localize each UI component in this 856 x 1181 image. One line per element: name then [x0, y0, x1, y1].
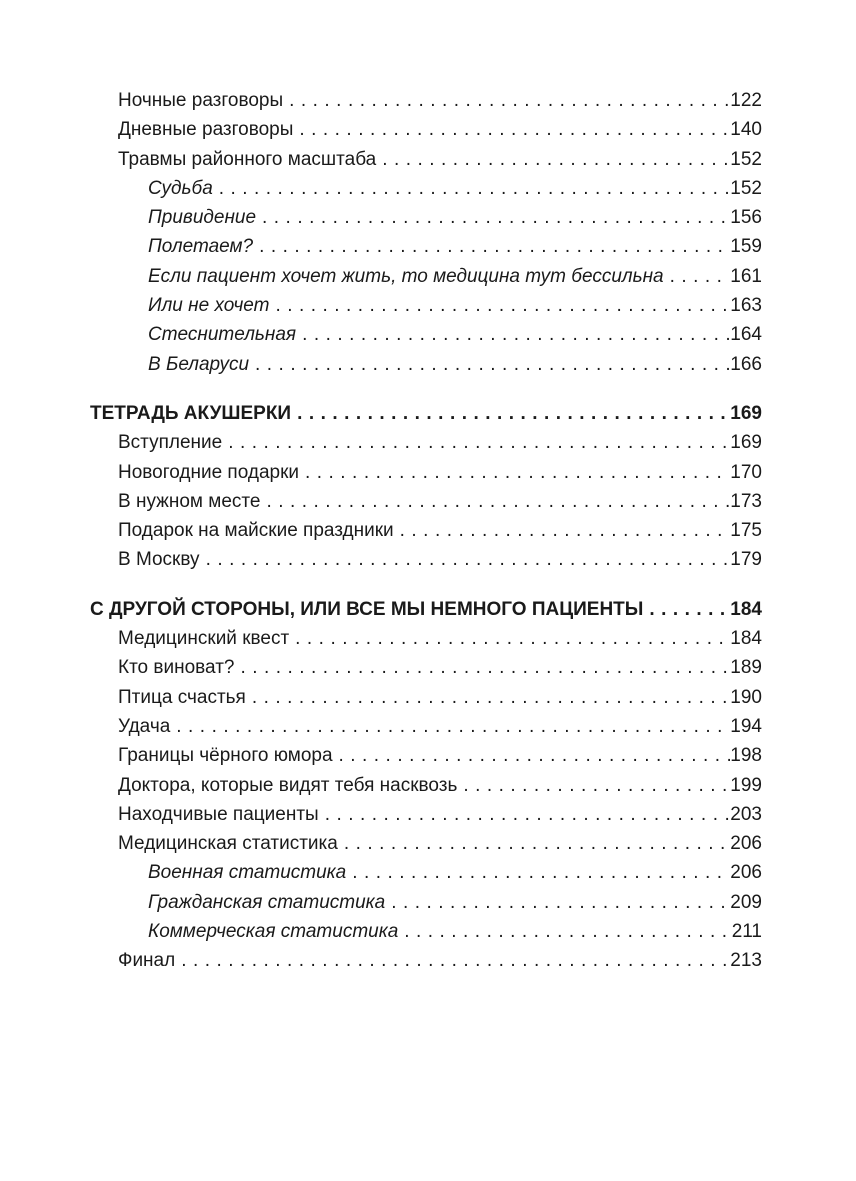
toc-entry-page-number: 159: [730, 236, 762, 258]
toc-part-heading: [90, 399, 762, 428]
toc-subsection-entry: [90, 888, 762, 917]
dot-leader: [252, 683, 730, 712]
toc-entry-page-number: 184: [730, 628, 762, 650]
toc-entry-page-number: 203: [730, 803, 762, 825]
toc-chapter-entry: [90, 86, 762, 115]
toc-entry-page-number: 156: [730, 207, 762, 229]
toc-chapter-entry: [90, 545, 762, 574]
toc-entry-page-number: 179: [730, 549, 762, 571]
dot-leader: [266, 487, 730, 516]
dot-leader: [206, 545, 731, 574]
toc-chapter-entry: [90, 145, 762, 174]
toc-entry-title: Полетаем?: [148, 236, 254, 258]
toc-entry-page-number: 163: [730, 295, 762, 317]
toc-chapter-entry: [90, 516, 762, 545]
toc-entry-page-number: 199: [730, 774, 762, 796]
toc-entry-title: Травмы районного масштаба: [118, 148, 377, 170]
toc-entry-title: Границы чёрного юмора: [118, 745, 333, 767]
toc-entry-page-number: 140: [730, 119, 762, 141]
toc-entry-page-number: 170: [730, 461, 762, 483]
toc-entry-page-number: 190: [730, 686, 762, 708]
toc-entry-title: Удача: [118, 715, 171, 737]
dot-leader: [404, 917, 731, 946]
toc-chapter-entry: [90, 771, 762, 800]
dot-leader: [275, 291, 730, 320]
toc-chapter-entry: [90, 653, 762, 682]
toc-entry-title: Или не хочет: [148, 295, 270, 317]
toc-entry-page-number: 206: [730, 862, 762, 884]
dot-leader: [382, 145, 730, 174]
dot-leader: [240, 653, 730, 682]
toc-chapter-entry: [90, 428, 762, 457]
dot-leader: [262, 203, 730, 232]
toc-entry-title: Коммерческая статистика: [148, 921, 399, 943]
toc-entry-title: Доктора, которые видят тебя насквозь: [118, 774, 458, 796]
toc-chapter-entry: [90, 712, 762, 741]
toc-entry-page-number: 206: [730, 833, 762, 855]
toc-part-heading: [90, 595, 762, 624]
toc-entry-page-number: 175: [730, 520, 762, 542]
dot-leader: [649, 595, 730, 624]
toc-entry-title: Финал: [118, 950, 176, 972]
dot-leader: [352, 858, 730, 887]
toc-entry-page-number: 173: [730, 490, 762, 512]
dot-leader: [400, 516, 731, 545]
toc-entry-title: В Москву: [118, 549, 200, 571]
dot-leader: [255, 350, 730, 379]
toc-entry-page-number: 213: [730, 950, 762, 972]
toc-entry-page-number: 194: [730, 715, 762, 737]
dot-leader: [325, 800, 731, 829]
dot-leader: [339, 741, 731, 770]
toc-entry-title: Медицинская статистика: [118, 833, 338, 855]
toc-entry-title: ТЕТРАДЬ АКУШЕРКИ: [90, 402, 292, 424]
toc-entry-page-number: 164: [730, 324, 762, 346]
toc-subsection-entry: [90, 203, 762, 232]
toc-entry-title: Подарок на майские праздники: [118, 520, 394, 542]
toc-entry-title: В нужном месте: [118, 490, 261, 512]
toc-chapter-entry: [90, 458, 762, 487]
toc-chapter-entry: [90, 624, 762, 653]
toc-chapter-entry: [90, 115, 762, 144]
toc-subsection-entry: [90, 232, 762, 261]
dot-leader: [176, 712, 730, 741]
toc-subsection-entry: [90, 291, 762, 320]
toc-entry-title: Медицинский квест: [118, 628, 290, 650]
dot-leader: [219, 174, 731, 203]
toc-entry-page-number: 198: [730, 745, 762, 767]
toc-subsection-entry: [90, 917, 762, 946]
dot-leader: [259, 232, 730, 261]
toc-entry-title: Дневные разговоры: [118, 119, 294, 141]
toc-subsection-entry: [90, 858, 762, 887]
toc-entry-title: Вступление: [118, 432, 223, 454]
toc-chapter-entry: [90, 741, 762, 770]
toc-entry-title: Новогодние подарки: [118, 461, 300, 483]
toc-subsection-entry: [90, 320, 762, 349]
toc-entry-title: Гражданская статистика: [148, 891, 386, 913]
toc-entry-page-number: 169: [730, 432, 762, 454]
dot-leader: [299, 115, 730, 144]
dot-leader: [391, 888, 730, 917]
toc-entry-title: Кто виноват?: [118, 657, 235, 679]
table-of-contents: [90, 86, 762, 976]
dot-leader: [181, 946, 730, 975]
toc-entry-page-number: 122: [730, 90, 762, 111]
dot-leader: [463, 771, 730, 800]
toc-entry-title: Стеснительная: [148, 324, 297, 346]
toc-entry-title: Ночные разговоры: [118, 90, 284, 111]
toc-entry-title: Судьба: [148, 177, 213, 199]
dot-leader: [302, 320, 730, 349]
toc-subsection-entry: [90, 174, 762, 203]
toc-entry-title: Находчивые пациенты: [118, 803, 319, 825]
toc-entry-page-number: 189: [730, 657, 762, 679]
toc-entry-page-number: 209: [730, 891, 762, 913]
dot-leader: [305, 458, 730, 487]
toc-chapter-entry: [90, 487, 762, 516]
toc-entry-title: Если пациент хочет жить, то медицина тут бессильна: [148, 265, 664, 287]
toc-chapter-entry: [90, 800, 762, 829]
toc-entry-page-number: 184: [730, 598, 762, 620]
toc-chapter-entry: [90, 829, 762, 858]
toc-entry-title: Птица счастья: [118, 686, 246, 708]
toc-entry-page-number: 166: [730, 353, 762, 375]
dot-leader: [295, 624, 730, 653]
toc-entry-page-number: 152: [730, 177, 762, 199]
toc-subsection-entry: [90, 262, 762, 291]
dot-leader: [670, 262, 731, 291]
dot-leader: [228, 428, 730, 457]
dot-leader: [297, 399, 730, 428]
toc-entry-page-number: 211: [731, 921, 762, 943]
toc-chapter-entry: [90, 683, 762, 712]
dot-leader: [289, 86, 730, 115]
dot-leader: [344, 829, 730, 858]
toc-entry-page-number: 161: [730, 265, 762, 287]
toc-entry-title: С ДРУГОЙ СТОРОНЫ, ИЛИ ВСЕ МЫ НЕМНОГО ПАЦИЕНТЫ: [90, 598, 644, 620]
toc-chapter-entry: [90, 946, 762, 975]
toc-entry-title: Военная статистика: [148, 862, 347, 884]
toc-entry-title: В Беларуси: [148, 353, 250, 375]
toc-entry-title: Привидение: [148, 207, 257, 229]
toc-subsection-entry: [90, 350, 762, 379]
toc-entry-page-number: 169: [730, 402, 762, 424]
toc-entry-page-number: 152: [730, 148, 762, 170]
